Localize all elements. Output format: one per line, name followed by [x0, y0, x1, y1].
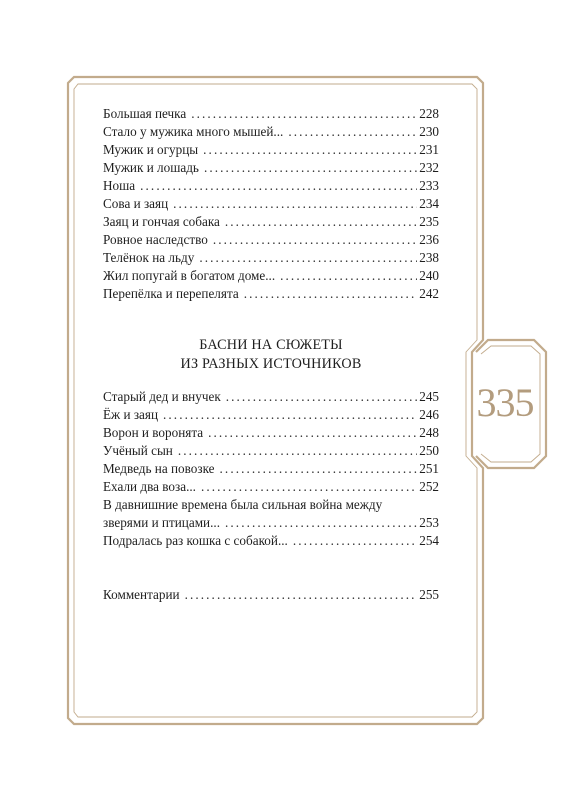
- toc-entry[interactable]: [103, 249, 439, 267]
- dot-leader: [244, 285, 417, 303]
- toc-entry-title: Ёж и заяц: [103, 407, 159, 422]
- toc-entry[interactable]: [103, 586, 439, 604]
- toc-entry-title: Ехали два воза...: [103, 479, 196, 494]
- dot-leader: [163, 406, 417, 424]
- dot-leader: [280, 267, 417, 285]
- toc-list-part2: [103, 388, 439, 550]
- toc-entry-title: Старый дед и внучек: [103, 389, 221, 404]
- toc-entry-page: 230: [419, 124, 439, 139]
- toc-entry[interactable]: [103, 388, 439, 406]
- toc-entry-page: 235: [419, 214, 439, 229]
- dot-leader: [288, 123, 417, 141]
- dot-leader: [185, 586, 418, 604]
- toc-list-part3: [103, 586, 439, 604]
- dot-leader: [220, 460, 418, 478]
- toc-entry-title: Комментарии: [103, 587, 180, 602]
- toc-entry-title: Большая печка: [103, 106, 187, 121]
- toc-entry-title: Ровное наследство: [103, 232, 208, 247]
- dot-leader: [201, 478, 417, 496]
- toc-entry-page: 252: [419, 479, 439, 494]
- dot-leader: [204, 159, 417, 177]
- dot-leader: [225, 213, 417, 231]
- toc-entry-page: 240: [419, 268, 439, 283]
- dot-leader: [208, 424, 417, 442]
- toc-entry-title: Ноша: [103, 178, 136, 193]
- toc-entry-page: 232: [419, 160, 439, 175]
- toc-entry-page: 236: [419, 232, 439, 247]
- toc-entry-title: Телёнок на льду: [103, 250, 195, 265]
- toc-entry[interactable]: [103, 177, 439, 195]
- dot-leader: [225, 514, 417, 532]
- toc-entry-title: Мужик и огурцы: [103, 142, 199, 157]
- dot-leader: [203, 141, 417, 159]
- toc-entry[interactable]: [103, 478, 439, 496]
- dot-leader: [293, 532, 417, 550]
- toc-entry-title: Заяц и гончая собака: [103, 214, 220, 229]
- section-heading: [103, 336, 439, 374]
- toc-entry-title: Мужик и лошадь: [103, 160, 199, 175]
- toc-entry-page: 250: [419, 443, 439, 458]
- toc-entry[interactable]: [103, 406, 439, 424]
- toc-entry-title: Сова и заяц: [103, 196, 169, 211]
- toc-entry-page: 238: [419, 250, 439, 265]
- toc-entry[interactable]: [103, 514, 439, 532]
- dot-leader: [213, 231, 417, 249]
- toc-entry[interactable]: [103, 442, 439, 460]
- page-number: 335: [476, 380, 534, 425]
- toc-entry-title: зверями и птицами...: [103, 515, 221, 530]
- toc-entry[interactable]: [103, 105, 439, 123]
- toc-entry-title: Перепёлка и перепелята: [103, 286, 239, 301]
- dot-leader: [178, 442, 417, 460]
- toc-entry-title: Ворон и воронята: [103, 425, 204, 440]
- toc-entry-page: 253: [419, 515, 439, 530]
- toc-entry[interactable]: [103, 285, 439, 303]
- toc-entry-page: 246: [419, 407, 439, 422]
- toc-entry-page: 245: [419, 389, 439, 404]
- toc-entry-page: 231: [419, 142, 439, 157]
- toc-entry-page: 242: [419, 286, 439, 301]
- toc-entry-title: Медведь на повозке: [103, 461, 215, 476]
- section-heading-line2: ИЗ РАЗНЫХ ИСТОЧНИКОВ: [180, 356, 362, 372]
- toc-entry-page: 255: [419, 587, 439, 602]
- toc-entry-title: Жил попугай в богатом доме...: [103, 268, 276, 283]
- section-heading-line1: БАСНИ НА СЮЖЕТЫ: [199, 337, 343, 353]
- toc-entry-page: 254: [419, 533, 439, 548]
- toc-entry[interactable]: [103, 123, 439, 141]
- toc-entry[interactable]: [103, 267, 439, 285]
- toc-entry-page: 234: [419, 196, 439, 211]
- dot-leader: [199, 249, 417, 267]
- dot-leader: [191, 105, 417, 123]
- toc-entry-title: Стало у мужика много мышей...: [103, 124, 284, 139]
- dot-leader: [226, 388, 417, 406]
- dot-leader: [173, 195, 417, 213]
- toc-entry[interactable]: [103, 195, 439, 213]
- toc-entry-title: Учёный сын: [103, 443, 173, 458]
- toc-entry[interactable]: [103, 532, 439, 550]
- dot-leader: [140, 177, 417, 195]
- toc-entry[interactable]: [103, 460, 439, 478]
- toc-entry[interactable]: [103, 424, 439, 442]
- toc-entry-page: 228: [419, 106, 439, 121]
- toc-entry-title-line1: В давнишние времена была сильная война между: [103, 497, 383, 512]
- toc-entry-page: 248: [419, 425, 439, 440]
- toc-entry[interactable]: [103, 231, 439, 249]
- toc-entry-title: Подралась раз кошка с собакой...: [103, 533, 288, 548]
- toc-entry[interactable]: [103, 159, 439, 177]
- toc-entry[interactable]: [103, 213, 439, 231]
- toc-entry-page: 233: [419, 178, 439, 193]
- toc-entry[interactable]: [103, 141, 439, 159]
- toc-entry-page: 251: [419, 461, 439, 476]
- toc-list-part1: [103, 105, 439, 303]
